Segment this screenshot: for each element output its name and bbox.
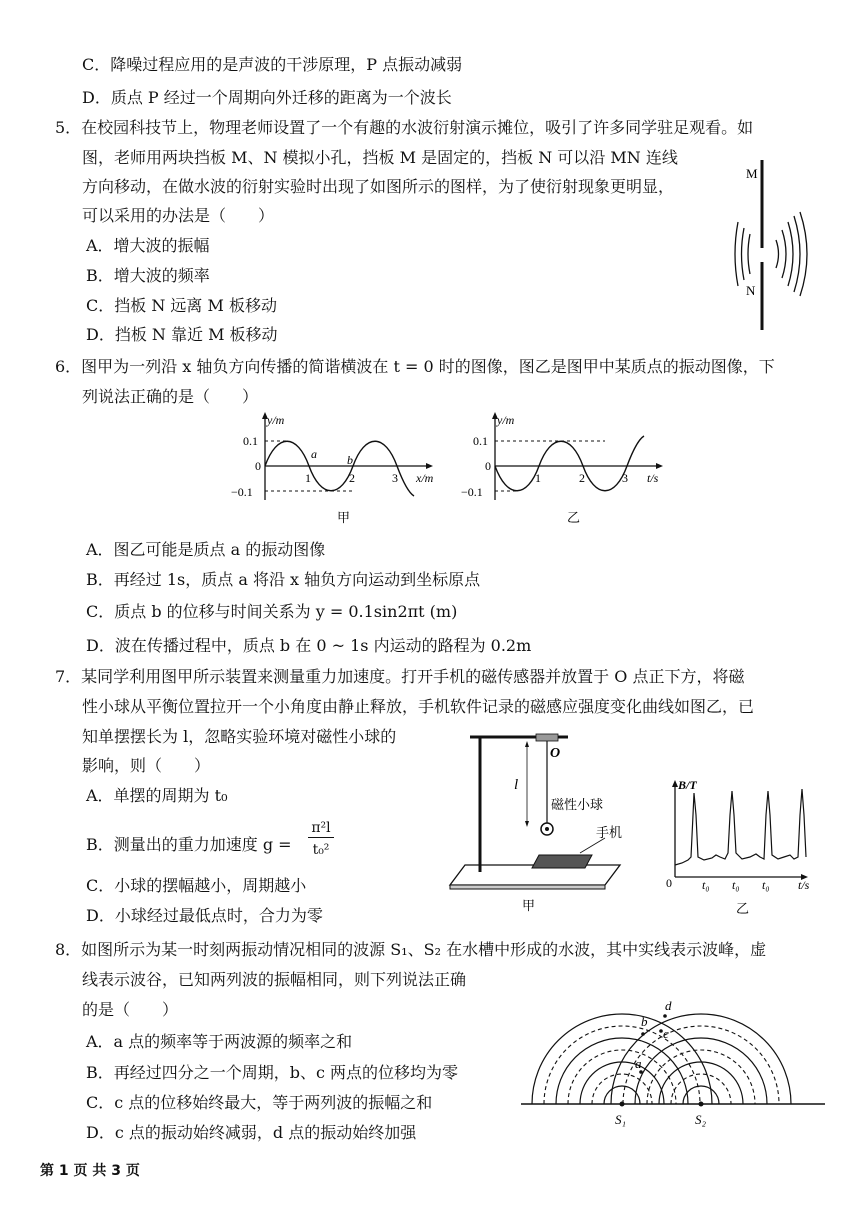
label-n: N [746,283,756,298]
q7-option-c: C．小球的摆幅越小，周期越小 [86,876,307,895]
q6-figure-yi [455,408,670,528]
q7-stem-line3: 知单摆摆长为 l，忽略实验环境对磁性小球的 [82,727,397,746]
q6-option-c: C．质点 b 的位移与时间关系为 y = 0.1sin2πt (m) [86,602,458,621]
y-axis-label: y/m [497,413,515,427]
tick-zero: 0 [485,459,491,473]
point-o-label: O [550,746,561,761]
q5-option-c: C．挡板 N 远离 M 板移动 [86,296,277,315]
tick-2: 2 [349,471,355,485]
q7-option-b-text: B．测量出的重力加速度 g = [86,835,292,854]
tick-1: 1 [305,471,311,485]
phone-label: 手机 [596,825,623,840]
tick-1: 1 [535,471,541,485]
q5-option-b: B．增大波的频率 [86,266,210,285]
prev-option-c: C．降噪过程应用的是声波的干涉原理，P 点振动减弱 [82,55,463,74]
q7-option-b-denominator: t₀² [312,842,330,858]
tick-top: 0.1 [243,434,258,448]
length-l-label: l [514,777,519,793]
q6-stem-line1: 6．图甲为一列沿 x 轴负方向传播的简谐横波在 t = 0 时的图像，图乙是图甲中某质点的振动图像，下 [55,357,775,376]
q6-option-d: D．波在传播过程中，质点 b 在 0 ~ 1s 内运动的路程为 0.2m [86,636,532,655]
q6-option-b: B．再经过 1s，质点 a 将沿 x 轴负方向运动到坐标原点 [86,570,481,589]
q5-option-d: D．挡板 N 靠近 M 板移动 [86,325,278,344]
q5-stem-line4: 可以采用的办法是（ ） [82,206,275,225]
caption: 乙 [567,510,581,525]
tick-3: 3 [392,471,398,485]
q5-stem-line3: 方向移动，在做水波的衍射实验时出现了如图所示的图样，为了使衍射现象更明显， [82,177,675,196]
q5-stem-line2: 图，老师用两块挡板 M、N 模拟小孔，挡板 M 是固定的，挡板 N 可以沿 MN 连线 [82,148,678,167]
q6-option-a: A．图乙可能是质点 a 的振动图像 [86,540,326,559]
q5-diffraction-figure [720,150,830,340]
tick-bottom: −0.1 [231,485,253,499]
y-axis-label: y/m [267,413,285,427]
q7-stem-line1: 7．某同学利用图甲所示装置来测量重力加速度。打开手机的磁传感器并放置于 O 点正下方，将磁 [55,667,745,686]
caption: 乙 [736,901,750,916]
tick-2: 2 [579,471,585,485]
q7-figure-yi [660,775,820,920]
q7-option-b-numerator: π²l [308,819,334,838]
page-footer: 第 1 页 共 3 页 [40,1163,140,1179]
q7-stem-line2: 性小球从平衡位置拉开一个小角度由静止释放，手机软件记录的磁感应强度变化曲线如图乙，已 [82,697,755,716]
tick-bottom: −0.1 [461,485,483,499]
q8-option-b: B．再经过四分之一个周期，b、c 两点的位移均为零 [86,1063,459,1082]
x-axis-label: x/m [416,471,434,485]
q8-option-c: C．c 点的位移始终最大，等于两列波的振幅之和 [86,1093,433,1112]
x-axis-label: t/s [647,471,659,485]
q7-option-a: A．单摆的周期为 t₀ [86,786,228,805]
tick-zero: 0 [255,459,261,473]
prev-option-d: D．质点 P 经过一个周期向外迁移的距离为一个波长 [82,88,452,107]
tick-top: 0.1 [473,434,488,448]
q8-stem-line1: 8．如图所示为某一时刻两振动情况相同的波源 S₁、S₂ 在水槽中形成的水波，其中实线表示波峰，虚 [55,940,767,959]
q8-interference-figure [515,996,830,1161]
q8-stem-line2: 线表示波谷，已知两列波的振幅相同，则下列说法正确 [82,970,467,989]
q8-option-a: A．a 点的频率等于两波源的频率之和 [86,1032,353,1051]
y-axis-label: B/T [678,778,697,792]
q6-figure-jia [225,408,440,528]
ball-label: 磁性小球 [551,797,604,812]
point-b-label: b [347,453,353,467]
q5-stem-line1: 5．在校园科技节上，物理老师设置了一个有趣的水波衍射演示摊位，吸引了许多同学驻足观看。如 [55,118,754,137]
tick-3: 3 [622,471,628,485]
caption: 甲 [522,898,536,913]
point-a-label: a [311,447,317,461]
q8-option-d: D．c 点的振动始终减弱，d 点的振动始终加强 [86,1123,417,1142]
q6-stem-line2: 列说法正确的是（ ） [82,387,259,406]
point-c-label: c [663,1026,669,1041]
source-s1-label: S₁ [615,1112,627,1127]
q7-figure-jia [440,725,655,920]
tick-t0-3: t₀ [762,878,770,892]
tick-zero: 0 [666,876,672,890]
point-a-label: a [635,1056,642,1071]
q7-option-d: D．小球经过最低点时，合力为零 [86,906,323,925]
source-s2-label: S₂ [695,1112,707,1127]
caption: 甲 [337,510,351,525]
tick-t0-1: t₀ [702,878,710,892]
x-axis-label: t/s [798,878,810,892]
point-b-label: b [641,1014,648,1029]
q8-stem-line3: 的是（ ） [82,1000,179,1019]
tick-t0-2: t₀ [732,878,740,892]
q5-option-a: A．增大波的振幅 [86,236,210,255]
label-m: M [746,166,758,181]
point-d-label: d [665,998,672,1013]
q7-stem-line4: 影响，则（ ） [82,756,211,775]
